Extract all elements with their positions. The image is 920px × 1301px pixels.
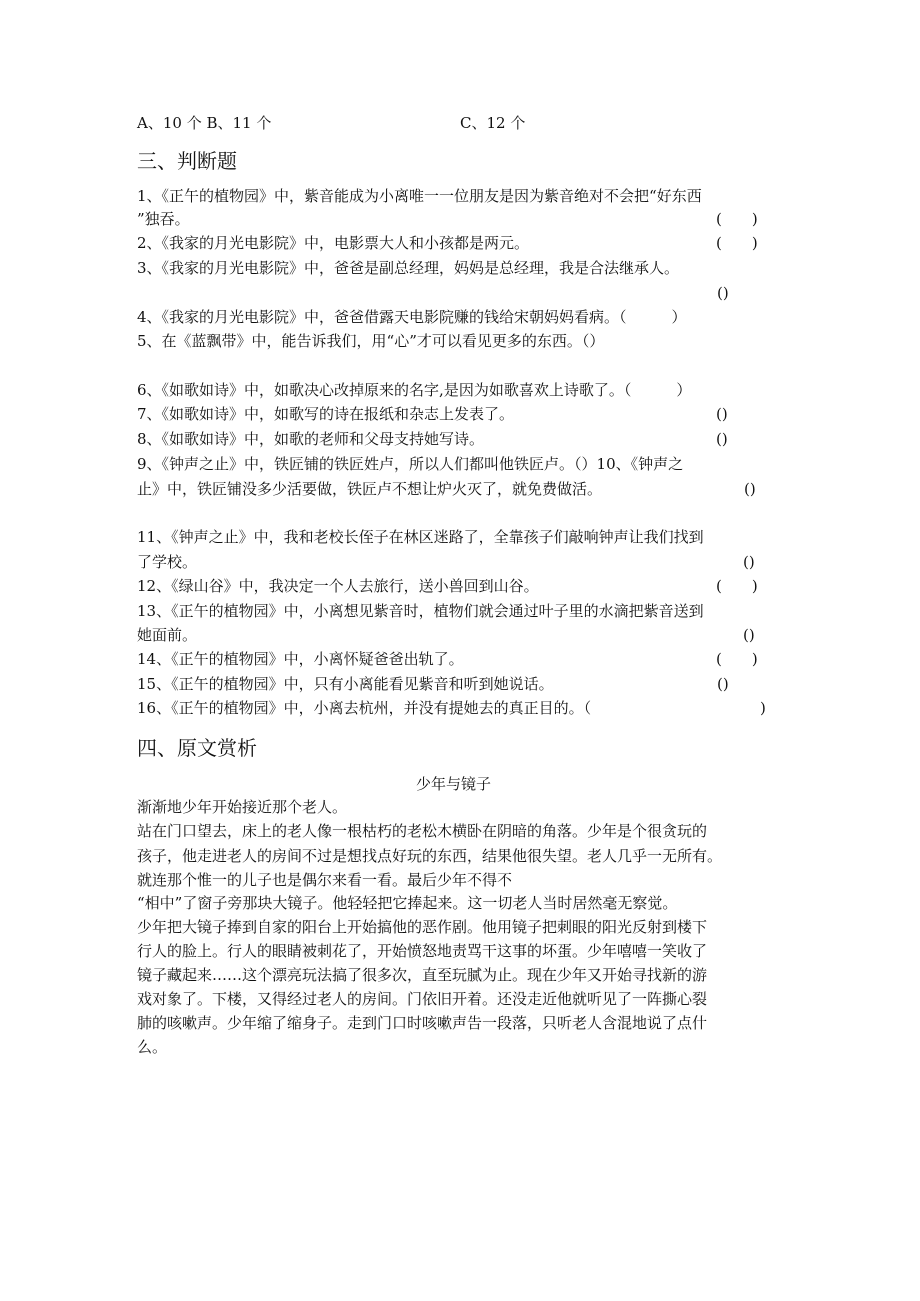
question-2: 2、《我家的月光电影院》中，电影票大人和小孩都是两元。 — [137, 234, 530, 252]
question-5: 5、在《蓝飘带》中，能告诉我们，用“心”才可以看见更多的东西。（） — [137, 332, 605, 350]
question-3: 3、《我家的月光电影院》中，爸爸是副总经理，妈妈是总经理，我是合法继承人。 — [137, 259, 680, 277]
question-9-10-line-2: 止》中，铁匠铺没多少活要做，铁匠卢不想让炉火灭了，就免费做活。 — [137, 480, 603, 498]
story-paragraph-line: 镜子藏起来……这个漂亮玩法搞了很多次，直至玩腻为止。现在少年又开始寻找新的游 — [137, 966, 708, 984]
question-1-answer-paren: ( ) — [716, 210, 758, 228]
question-1-line-1: 1、《正午的植物园》中，紫音能成为小离唯一一位朋友是因为紫音绝对不会把“好东西 — [137, 187, 702, 205]
question-11-line-2: 了学校。 — [137, 553, 198, 571]
question-9-10-line-1: 9、《钟声之止》中，铁匠铺的铁匠姓卢，所以人们都叫他铁匠卢。（）10、《钟声之 — [137, 455, 684, 473]
story-paragraph-line: 孩子，他走进老人的房间不过是想找点好玩的东西，结果他很失望。老人几乎一无所有。 — [137, 847, 723, 865]
question-16-answer-paren: ) — [760, 699, 766, 717]
story-paragraph-line: 行人的脸上。行人的眼睛被刺花了，开始愤怒地责骂干这事的坏蛋。少年嘻嘻一笑收了 — [137, 942, 708, 960]
story-paragraph-line: 戏对象了。下楼，又得经过老人的房间。门依旧开着。还没走近他就听见了一阵撕心裂 — [137, 990, 708, 1008]
question-2-answer-paren: ( ) — [716, 234, 758, 252]
options-ab: A、10 个 B、11 个 — [137, 114, 272, 132]
question-6: 6、《如歌如诗》中，如歌决心改掉原来的名字,是因为如歌喜欢上诗歌了。（ ） — [137, 381, 692, 399]
question-13-answer-paren: () — [743, 626, 755, 644]
question-3-answer-paren: () — [717, 284, 729, 302]
story-paragraph-line: 肺的咳嗽声。少年缩了缩身子。走到门口时咳嗽声告一段落，只听老人含混地说了点什 — [137, 1014, 708, 1032]
question-1-line-2: ”独吞。 — [137, 210, 190, 228]
story-paragraph-line: “相中”了窗子旁那块大镜子。他轻轻把它捧起来。这一切老人当时居然毫无察觉。 — [137, 894, 678, 912]
section-heading-text-appreciation: 四、原文赏析 — [137, 736, 257, 760]
question-13-line-2: 她面前。 — [137, 626, 198, 644]
story-paragraph-line: 就连那个惟一的儿子也是偶尔来看一看。最后少年不得不 — [137, 871, 513, 889]
question-14-answer-paren: ( ) — [716, 650, 758, 668]
question-11-answer-paren: () — [743, 553, 755, 571]
question-14: 14、《正午的植物园》中，小离怀疑爸爸出轨了。 — [137, 650, 464, 668]
question-15-answer-paren: () — [717, 675, 729, 693]
question-11-line-1: 11、《钟声之止》中，我和老校长侄子在林区迷路了，全靠孩子们敲响钟声让我们找到 — [137, 528, 704, 546]
question-15: 15、《正午的植物园》中，只有小离能看见紫音和听到她说话。 — [137, 675, 554, 693]
question-12: 12、《绿山谷》中，我决定一个人去旅行，送小兽回到山谷。 — [137, 577, 539, 595]
question-4: 4、《我家的月光电影院》中，爸爸借露天电影院赚的钱给宋朝妈妈看病。（ ） — [137, 308, 687, 326]
story-title: 少年与镜子 — [416, 775, 492, 793]
question-7-answer-paren: () — [716, 405, 728, 423]
story-paragraph-line: 渐渐地少年开始接近那个老人。 — [137, 798, 348, 816]
question-8: 8、《如歌如诗》中，如歌的老师和父母支持她写诗。 — [137, 430, 485, 448]
question-16: 16、《正午的植物园》中，小离去杭州，并没有提她去的真正目的。（ — [137, 699, 592, 717]
question-12-answer-paren: ( ) — [716, 577, 758, 595]
question-8-answer-paren: () — [716, 430, 728, 448]
story-paragraph-line: 少年把大镜子捧到自家的阳台上开始搞他的恶作剧。他用镜子把刺眼的阳光反射到楼下 — [137, 918, 708, 936]
section-heading-judgment: 三、判断题 — [137, 149, 237, 173]
options-c: C、12 个 — [460, 114, 526, 132]
question-10-answer-paren: () — [744, 480, 756, 498]
story-paragraph-line: 么。 — [137, 1038, 168, 1056]
story-paragraph-line: 站在门口望去，床上的老人像一根枯朽的老松木横卧在阴暗的角落。少年是个很贪玩的 — [137, 822, 708, 840]
question-7: 7、《如歌如诗》中，如歌写的诗在报纸和杂志上发表了。 — [137, 405, 515, 423]
question-13-line-1: 13、《正午的植物园》中，小离想见紫音时，植物们就会通过叶子里的水滴把紫音送到 — [137, 602, 704, 620]
